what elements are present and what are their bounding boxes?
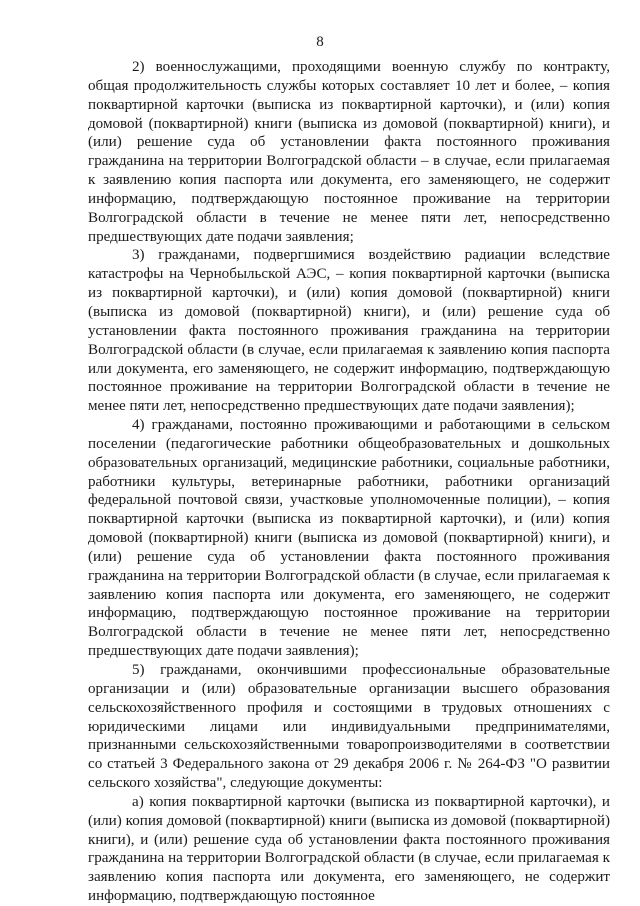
paragraph-item-5: 5) гражданами, окончившими профессиональные образовательные организации и (или) образовательные организации высшего образования сельскохозяйственного профиля и состоящими в трудовых отношениях с юридическими лицами или индивидуальными предпринимателями, признанными сельскохозяйственными товаропроизводителями в соответствии со статьей 3 Федерального закона от 29 декабря 2006 г. № 264-ФЗ "О развитии сельского хозяйства", следующие документы: xyxy=(88,662,610,792)
paragraph-item-2: 2) военнослужащими, проходящими военную службу по контракту, общая продолжительность службы которых составляет 10 лет и более, – копия поквартирной карточки (выписка из поквартирной карточки), и (или) копия домовой (поквартирной) книги (выписка из домовой (поквартирной) книги), и (или) решение суда об установлении факта постоянного проживания гражданина на территории Волгоградской области – в случае, если прилагаемая к заявлению копия паспорта или документа, его заменяющего, не содержит информацию, подтверждающую постоянное проживание на территории Волгоградской области в течение не менее пяти лет, непосредственно предшествующих дате подачи заявления; xyxy=(88,59,610,245)
paragraph-item-3: 3) гражданами, подвергшимися воздействию радиации вследствие катастрофы на Чернобыльской АЭС, – копия поквартирной карточки (выписка из поквартирной карточки), и (или) копия домовой (поквартирной) книги (выписка из домовой (поквартирной) книги), и (или) решение суда об установлении факта постоянного проживания гражданина на территории Волгоградской области (в случае, если прилагаемая к заявлению копия паспорта или документа, его заменяющего, не содержит информацию, подтверждающую постоянное проживание на территории Волгоградской области в течение не менее пяти лет, непосредственно предшествующих дате подачи заявления); xyxy=(88,247,610,415)
paragraph-subitem-a: а) копия поквартирной карточки (выписка из поквартирной карточки), и (или) копия домовой (поквартирной) книги (выписка из домовой (поквартирной) книги), и (или) решение суда об установлении факта постоянного проживания гражданина на территории Волгоградской области (в случае, если прилагаемая к заявлению копия паспорта или документа, его заменяющего, не содержит информацию, подтверждающую постоянное xyxy=(88,793,610,905)
document-body xyxy=(88,58,610,906)
page-number: 8 xyxy=(316,34,324,50)
paragraph-item-4: 4) гражданами, постоянно проживающими и работающими в сельском поселении (педагогические работники общеобразовательных и дошкольных образовательных организаций, медицинские работники, социальные работники, работники культуры, ветеринарные работники, работники организаций федеральной почтовой связи, участковые уполномоченные полиции), – копия поквартирной карточки (выписка из поквартирной карточки), и (или) копия домовой (поквартирной) книги (выписка из домовой (поквартирной) книги), и (или) решение суда об установлении факта постоянного проживания гражданина на территории Волгоградской области (в случае, если прилагаемая к заявлению копия паспорта или документа, его заменяющего, не содержит информацию, подтверждающую постоянное проживание на территории Волгоградской области в течение не менее пяти лет, непосредственно предшествующих дате подачи заявления); xyxy=(88,417,610,660)
